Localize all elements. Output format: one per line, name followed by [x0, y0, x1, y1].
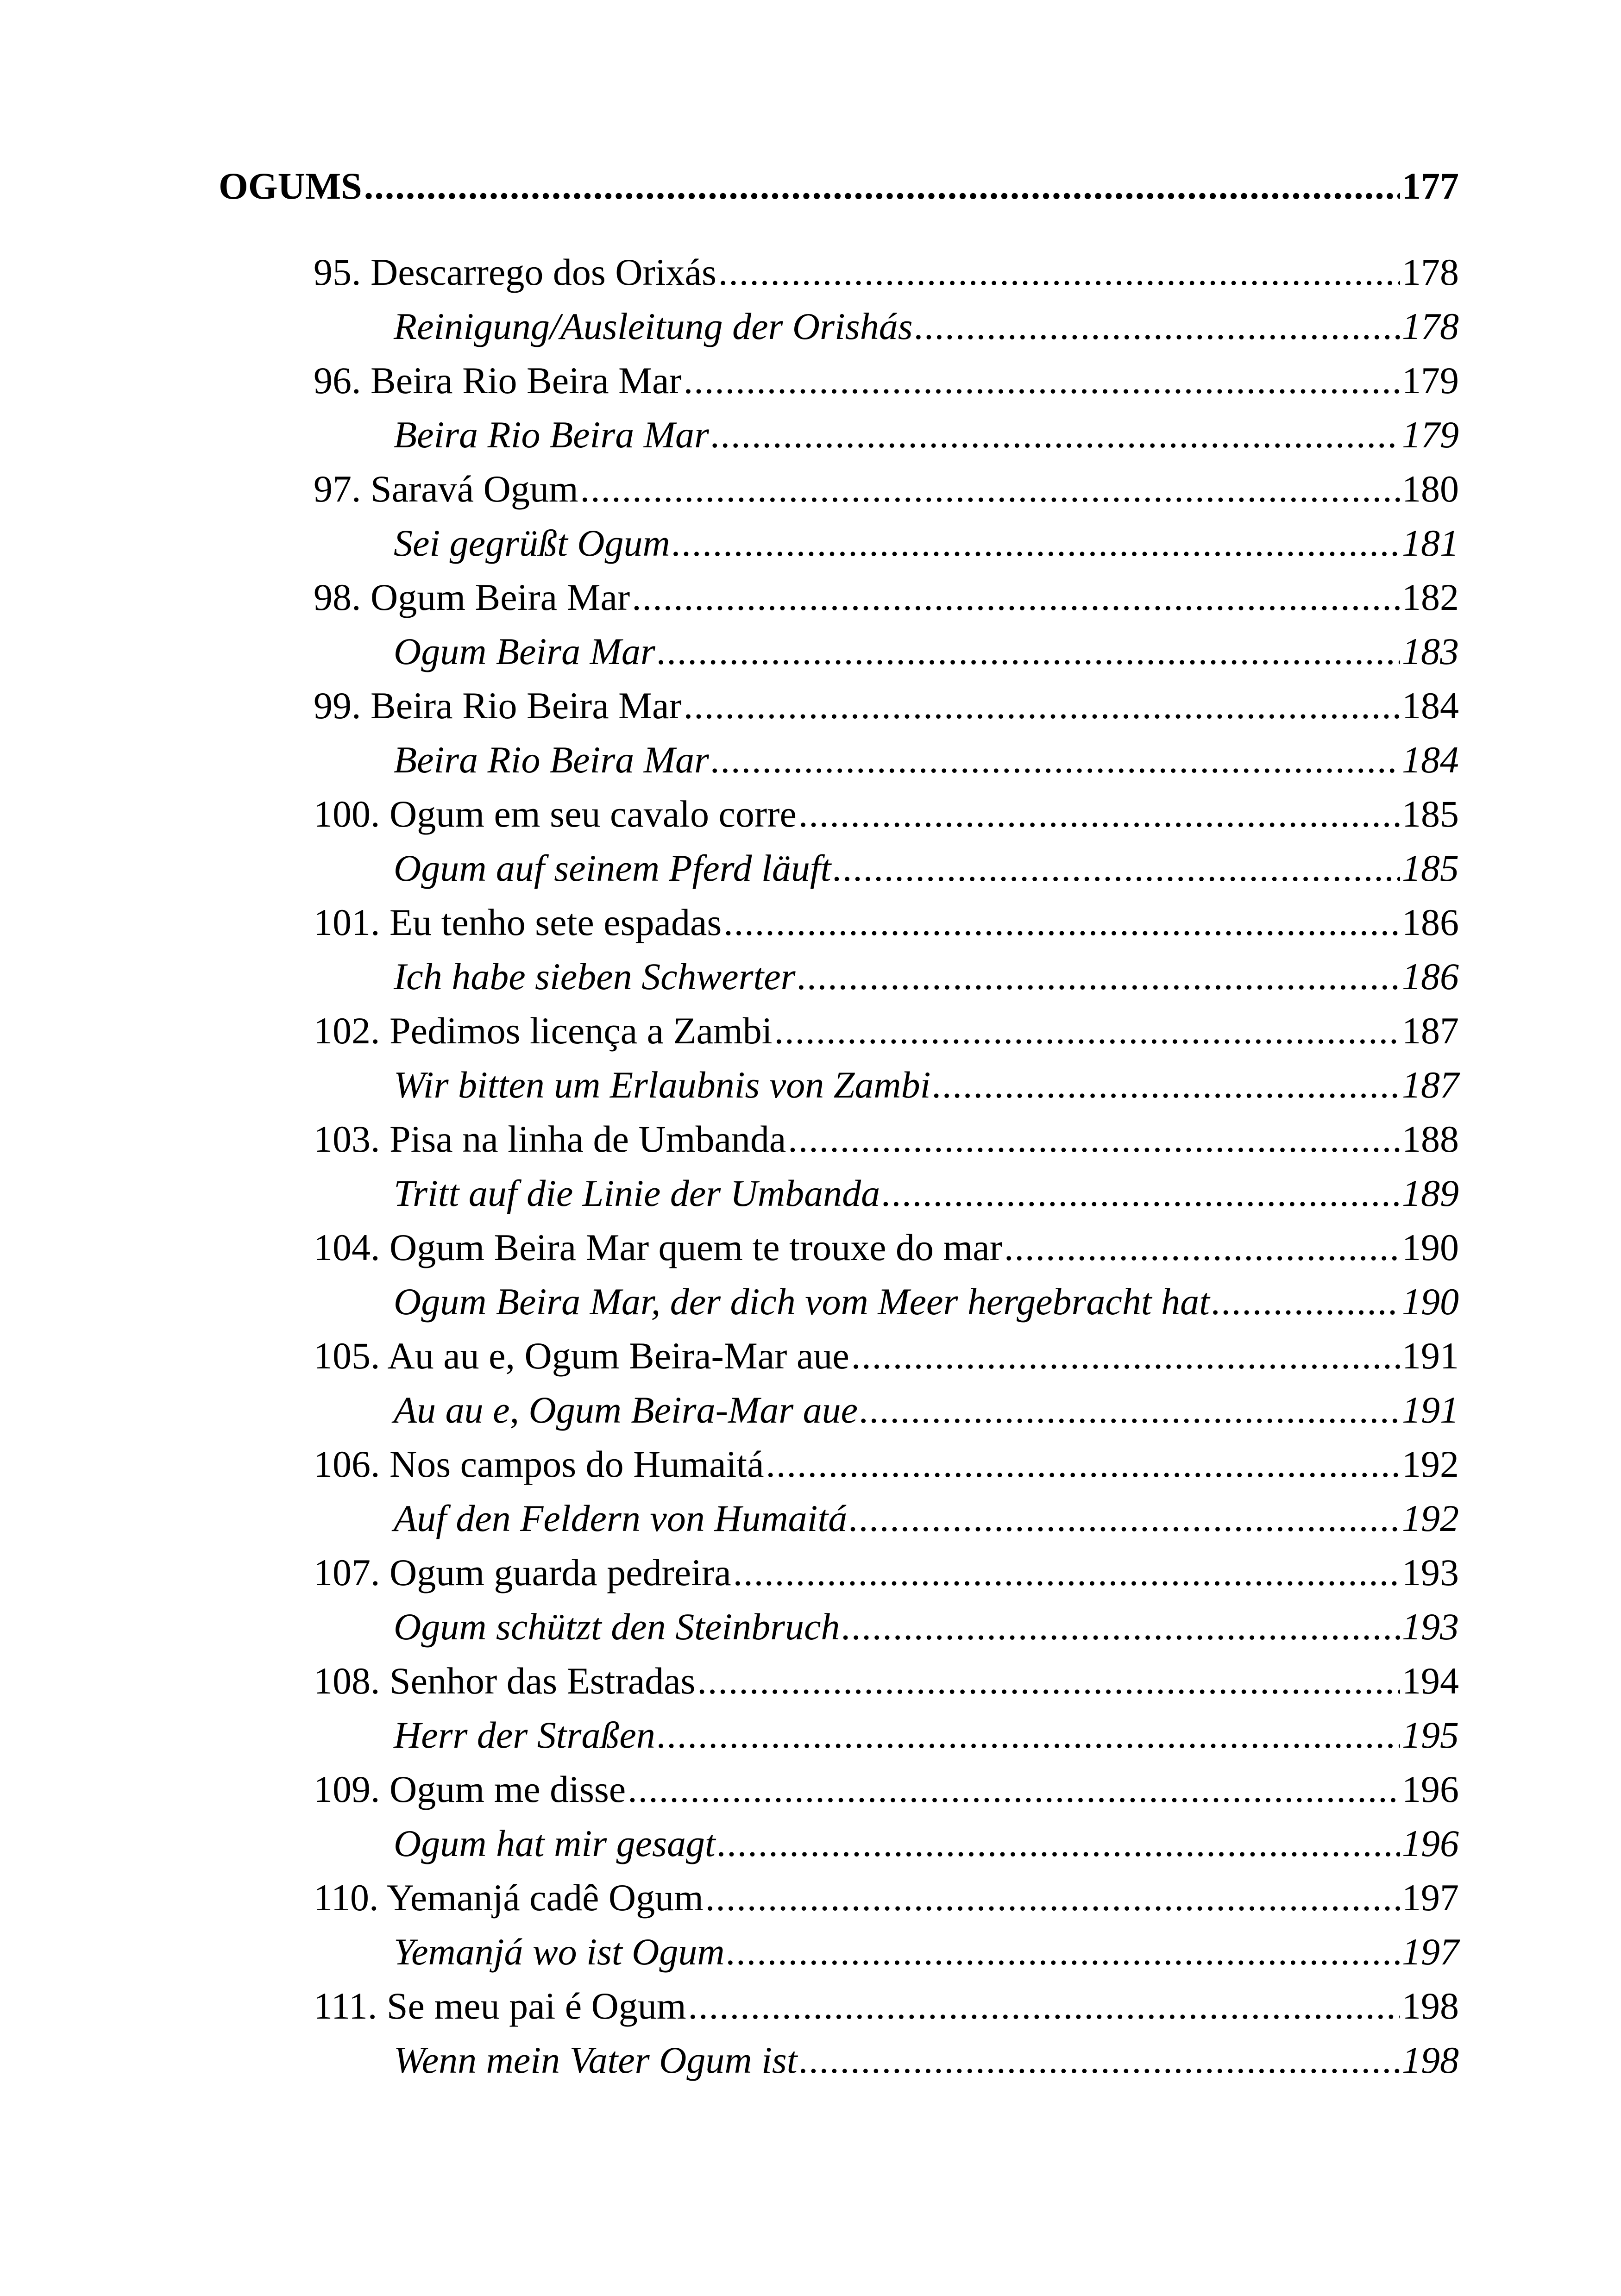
dot-leader: [684, 359, 1400, 402]
dot-leader: [1212, 1280, 1400, 1324]
toc-song-entry[interactable]: [314, 1876, 1459, 1930]
toc-translation-entry[interactable]: [394, 1605, 1459, 1659]
entry-page-number: 180: [1402, 468, 1459, 510]
entry-page-number: 194: [1402, 1660, 1459, 1702]
toc-entries: [219, 251, 1459, 2093]
entry-title: Herr der Straßen: [394, 1714, 655, 1756]
entry-title: 106. Nos campos do Humaitá: [314, 1443, 764, 1485]
entry-title: Ogum schützt den Steinbruch: [394, 1606, 840, 1648]
entry-title: 95. Descarrego dos Orixás: [314, 251, 716, 293]
toc-translation-entry[interactable]: [394, 1172, 1459, 1226]
entry-page-number: 196: [1402, 1768, 1459, 1810]
entry-title: Ich habe sieben Schwerter: [394, 955, 796, 997]
toc-translation-entry[interactable]: [394, 738, 1459, 792]
dot-leader: [1004, 1226, 1400, 1269]
dot-leader: [580, 467, 1400, 511]
toc-translation-entry[interactable]: [394, 1497, 1459, 1551]
entry-title: 110. Yemanjá cadê Ogum: [314, 1876, 704, 1919]
dot-leader: [932, 1063, 1400, 1107]
section-title: OGUMS: [219, 165, 362, 207]
entry-page-number: 181: [1402, 522, 1459, 564]
entry-title: Ogum hat mir gesagt: [394, 1822, 716, 1864]
entry-page-number: 179: [1402, 414, 1459, 456]
toc-song-entry[interactable]: [314, 251, 1459, 305]
toc-translation-entry[interactable]: [394, 955, 1459, 1009]
entry-title: Reinigung/Ausleitung der Orishás: [394, 305, 913, 347]
entry-page-number: 187: [1402, 1010, 1459, 1052]
toc-translation-entry[interactable]: [394, 305, 1459, 359]
entry-title: 104. Ogum Beira Mar quem te trouxe do mar: [314, 1226, 1003, 1268]
entry-title: Wir bitten um Erlaubnis von Zambi: [394, 1064, 931, 1106]
dot-leader: [788, 1117, 1400, 1161]
entry-page-number: 196: [1402, 1822, 1459, 1864]
toc-song-entry[interactable]: [314, 1659, 1459, 1713]
entry-title: 102. Pedimos licença a Zambi: [314, 1010, 773, 1052]
entry-title: Sei gegrüßt Ogum: [394, 522, 670, 564]
entry-title: Beira Rio Beira Mar: [394, 739, 709, 781]
section-heading[interactable]: [219, 164, 1459, 223]
entry-title: 107. Ogum guarda pedreira: [314, 1551, 731, 1593]
entry-page-number: 192: [1402, 1497, 1459, 1539]
dot-leader: [364, 164, 1400, 208]
toc-translation-entry[interactable]: [394, 521, 1459, 576]
toc-song-entry[interactable]: [314, 1551, 1459, 1605]
entry-page-number: 183: [1402, 630, 1459, 672]
dot-leader: [688, 1984, 1400, 2028]
section-page-number: 177: [1402, 165, 1459, 207]
entry-page-number: 191: [1402, 1335, 1459, 1377]
toc-song-entry[interactable]: [314, 1117, 1459, 1172]
dot-leader: [860, 1388, 1400, 1432]
entry-page-number: 197: [1402, 1931, 1459, 1973]
entry-page-number: 179: [1402, 359, 1459, 401]
dot-leader: [705, 1876, 1400, 1920]
entry-title: 101. Eu tenho sete espadas: [314, 901, 722, 943]
entry-title: 100. Ogum em seu cavalo corre: [314, 793, 797, 835]
entry-title: Au au e, Ogum Beira-Mar aue: [394, 1389, 858, 1431]
entry-page-number: 185: [1402, 793, 1459, 835]
toc-translation-entry[interactable]: [394, 2039, 1459, 2093]
entry-page-number: 193: [1402, 1551, 1459, 1593]
toc-song-entry[interactable]: [314, 1768, 1459, 1822]
dot-leader: [882, 1172, 1400, 1215]
dot-leader: [657, 1713, 1400, 1757]
entry-page-number: 178: [1402, 251, 1459, 293]
dot-leader: [672, 521, 1400, 565]
entry-title: 105. Au au e, Ogum Beira-Mar aue: [314, 1335, 849, 1377]
toc-translation-entry[interactable]: [394, 1063, 1459, 1117]
entry-page-number: 189: [1402, 1172, 1459, 1214]
dot-leader: [684, 684, 1400, 728]
toc-translation-entry[interactable]: [394, 413, 1459, 467]
entry-title: 97. Saravá Ogum: [314, 468, 578, 510]
entry-title: 99. Beira Rio Beira Mar: [314, 684, 682, 727]
toc-song-entry[interactable]: [314, 901, 1459, 955]
dot-leader: [798, 792, 1400, 836]
entry-page-number: 188: [1402, 1118, 1459, 1160]
dot-leader: [697, 1659, 1400, 1703]
toc-translation-entry[interactable]: [394, 1388, 1459, 1443]
entry-page-number: 192: [1402, 1443, 1459, 1485]
entry-title: Ogum Beira Mar: [394, 630, 655, 672]
dot-leader: [717, 1822, 1400, 1865]
entry-page-number: 195: [1402, 1714, 1459, 1756]
entry-title: 96. Beira Rio Beira Mar: [314, 359, 682, 401]
entry-title: Wenn mein Vater Ogum ist: [394, 2039, 798, 2081]
dot-leader: [733, 1551, 1400, 1594]
toc-translation-entry[interactable]: [394, 1930, 1459, 1984]
entry-title: 103. Pisa na linha de Umbanda: [314, 1118, 786, 1160]
toc-translation-entry[interactable]: [394, 630, 1459, 684]
entry-page-number: 197: [1402, 1876, 1459, 1919]
entry-page-number: 198: [1402, 2039, 1459, 2081]
toc-song-entry[interactable]: [314, 684, 1459, 738]
dot-leader: [711, 413, 1400, 457]
dot-leader: [727, 1930, 1400, 1974]
dot-leader: [766, 1443, 1400, 1486]
entry-title: 108. Senhor das Estradas: [314, 1660, 696, 1702]
dot-leader: [711, 738, 1400, 782]
entry-page-number: 184: [1402, 739, 1459, 781]
dot-leader: [774, 1009, 1400, 1053]
entry-title: Ogum Beira Mar, der dich vom Meer hergebracht hat: [394, 1280, 1210, 1323]
entry-page-number: 184: [1402, 684, 1459, 727]
dot-leader: [851, 1334, 1400, 1378]
toc-song-entry[interactable]: [314, 1443, 1459, 1497]
toc-translation-entry[interactable]: [394, 1280, 1459, 1334]
dot-leader: [657, 630, 1400, 673]
dot-leader: [915, 305, 1400, 348]
dot-leader: [849, 1497, 1400, 1540]
entry-page-number: 198: [1402, 1985, 1459, 2027]
toc-song-entry[interactable]: [314, 359, 1459, 413]
entry-title: Auf den Feldern von Humaitá: [394, 1497, 848, 1539]
entry-title: Beira Rio Beira Mar: [394, 414, 709, 456]
entry-page-number: 185: [1402, 847, 1459, 889]
dot-leader: [718, 251, 1400, 294]
toc-translation-entry[interactable]: [394, 1822, 1459, 1876]
toc-translation-entry[interactable]: [394, 1713, 1459, 1768]
toc-song-entry[interactable]: [314, 1984, 1459, 2039]
dot-leader: [798, 955, 1400, 998]
entry-title: 111. Se meu pai é Ogum: [314, 1985, 686, 2027]
dot-leader: [723, 901, 1400, 944]
entry-page-number: 190: [1402, 1226, 1459, 1268]
dot-leader: [799, 2039, 1400, 2082]
entry-page-number: 182: [1402, 576, 1459, 618]
dot-leader: [833, 847, 1400, 890]
entry-page-number: 178: [1402, 305, 1459, 347]
entry-title: Yemanjá wo ist Ogum: [394, 1931, 725, 1973]
entry-page-number: 186: [1402, 955, 1459, 997]
toc-song-entry[interactable]: [314, 1334, 1459, 1388]
entry-page-number: 193: [1402, 1606, 1459, 1648]
entry-title: 109. Ogum me disse: [314, 1768, 626, 1810]
toc-song-entry[interactable]: [314, 792, 1459, 847]
toc-translation-entry[interactable]: [394, 847, 1459, 901]
entry-title: Tritt auf die Linie der Umbanda: [394, 1172, 880, 1214]
entry-page-number: 186: [1402, 901, 1459, 943]
dot-leader: [628, 1768, 1400, 1811]
dot-leader: [842, 1605, 1400, 1649]
entry-page-number: 190: [1402, 1280, 1459, 1323]
entry-page-number: 191: [1402, 1389, 1459, 1431]
table-of-contents: [219, 164, 1459, 2093]
entry-title: Ogum auf seinem Pferd läuft: [394, 847, 831, 889]
toc-song-entry[interactable]: [314, 467, 1459, 521]
dot-leader: [632, 576, 1400, 619]
entry-page-number: 187: [1402, 1064, 1459, 1106]
toc-song-entry[interactable]: [314, 1226, 1459, 1280]
toc-song-entry[interactable]: [314, 1009, 1459, 1063]
entry-title: 98. Ogum Beira Mar: [314, 576, 630, 618]
toc-song-entry[interactable]: [314, 576, 1459, 630]
